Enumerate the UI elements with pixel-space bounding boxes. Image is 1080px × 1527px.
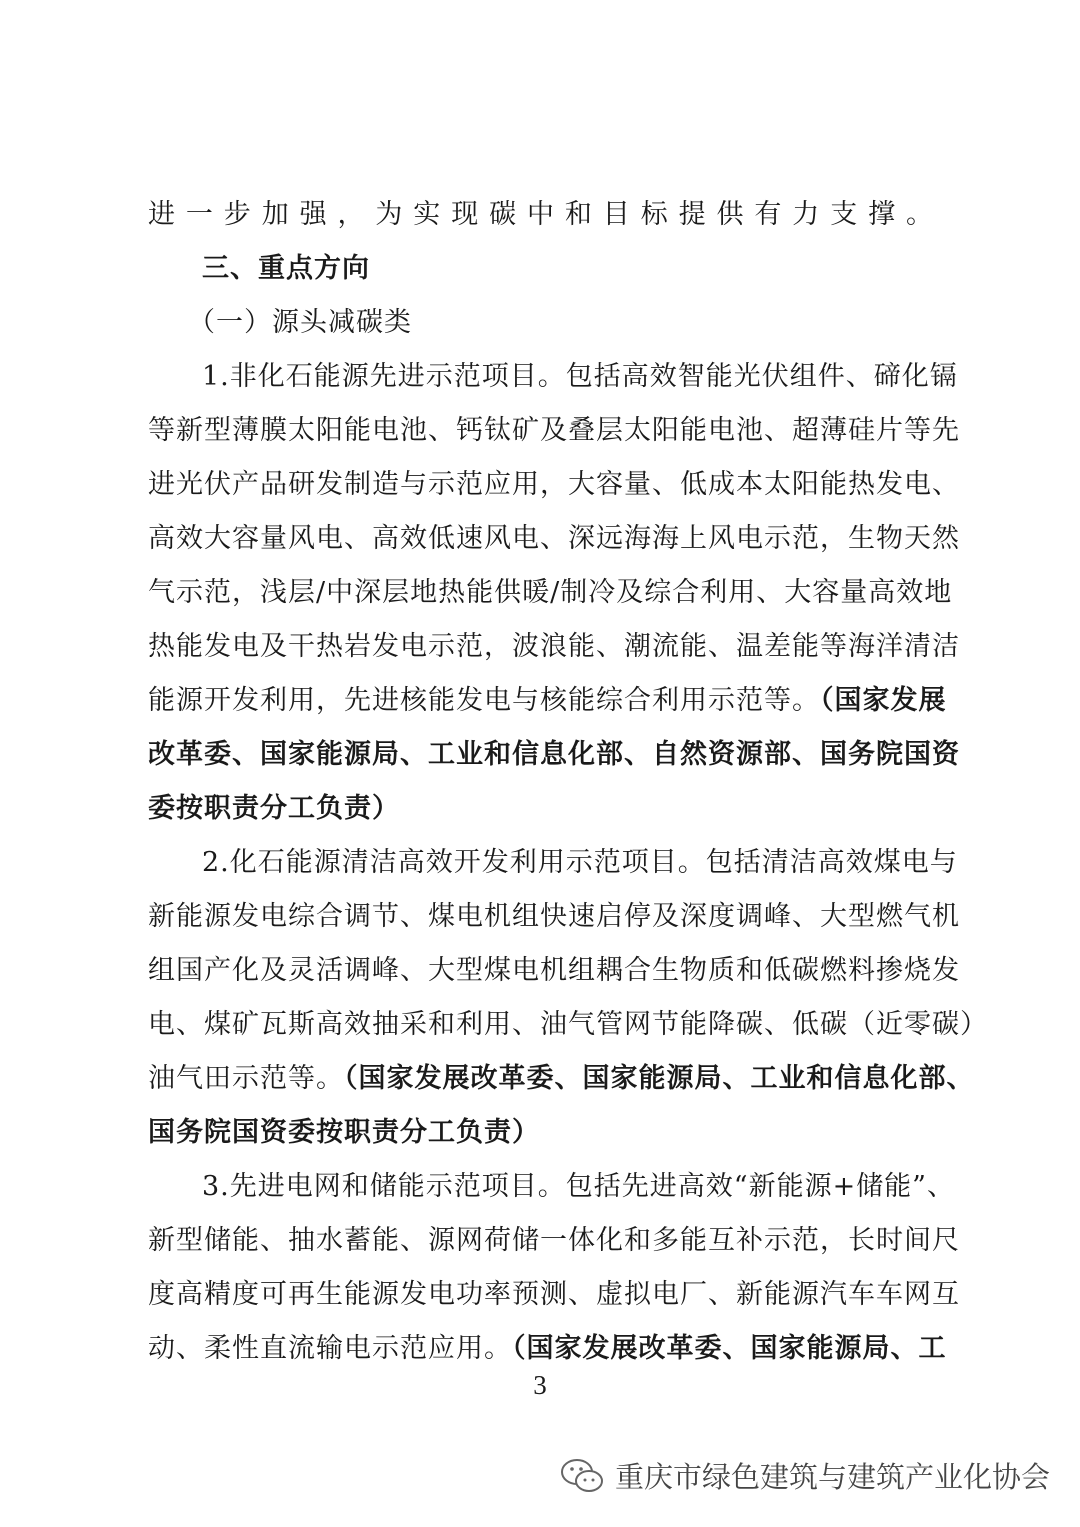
responsibility-note: （国家发展改革委、国家能源局、工业和信息化部、 [344, 1063, 975, 1094]
paragraph-line: 热能发电及干热岩发电示范，波浪能、潮流能、温差能等海洋清洁 [148, 631, 960, 662]
section-heading: 三、重点方向 [202, 253, 370, 284]
body-text [148, 188, 988, 1376]
paragraph-text: 油气田示范等。 [148, 1063, 344, 1094]
responsibility-note: 委按职责分工负责） [148, 793, 400, 824]
paragraph-line: 电、煤矿瓦斯高效抽采和利用、油气管网节能降碳、低碳（近零碳） [148, 1009, 988, 1040]
paragraph-line: 2.化石能源清洁高效开发利用示范项目。包括清洁高效煤电与 [202, 847, 958, 878]
paragraph-line: 3.先进电网和储能示范项目。包括先进高效“新能源+储能”、 [202, 1171, 955, 1202]
paragraph-line [148, 1052, 975, 1106]
paragraph-line: 度高精度可再生能源发电功率预测、虚拟电厂、新能源汽车车网互 [148, 1279, 960, 1310]
paragraph-line [148, 1322, 947, 1376]
paragraph-line: 进一步加强，为实现碳中和目标提供有力支撑。 [148, 199, 934, 230]
wechat-icon [559, 1456, 605, 1496]
paragraph-line: 等新型薄膜太阳能电池、钙钛矿及叠层太阳能电池、超薄硅片等先 [148, 415, 960, 446]
subsection-heading: （一）源头减碳类 [188, 307, 412, 338]
paragraph-line: 新能源发电综合调节、煤电机组快速启停及深度调峰、大型燃气机 [148, 901, 960, 932]
paragraph-line [148, 674, 947, 728]
responsibility-note: 改革委、国家能源局、工业和信息化部、自然资源部、国务院国资 [148, 739, 960, 770]
page-number: 3 [533, 1370, 547, 1400]
paragraph-line: 新型储能、抽水蓄能、源网荷储一体化和多能互补示范，长时间尺 [148, 1225, 960, 1256]
paragraph-text: 能源开发利用，先进核能发电与核能综合利用示范等。 [148, 685, 820, 716]
paragraph-line: 1.非化石能源先进示范项目。包括高效智能光伏组件、碲化镉 [202, 361, 958, 392]
watermark-text: 重庆市绿色建筑与建筑产业化协会 [614, 1460, 1050, 1494]
watermark [559, 1455, 1050, 1496]
paragraph-line: 组国产化及灵活调峰、大型煤电机组耦合生物质和低碳燃料掺烧发 [148, 955, 960, 986]
responsibility-note: 国务院国资委按职责分工负责） [148, 1117, 540, 1148]
paragraph-line: 高效大容量风电、高效低速风电、深远海海上风电示范，生物天然 [148, 523, 960, 554]
paragraph-text: 动、柔性直流输电示范应用。 [148, 1333, 512, 1364]
paragraph-line: 气示范，浅层/中深层地热能供暖/制冷及综合利用、大容量高效地 [148, 577, 953, 608]
responsibility-note: （国家发展改革委、国家能源局、工 [512, 1333, 947, 1364]
paragraph-line: 进光伏产品研发制造与示范应用，大容量、低成本太阳能热发电、 [148, 469, 960, 500]
responsibility-note: （国家发展 [820, 685, 947, 716]
